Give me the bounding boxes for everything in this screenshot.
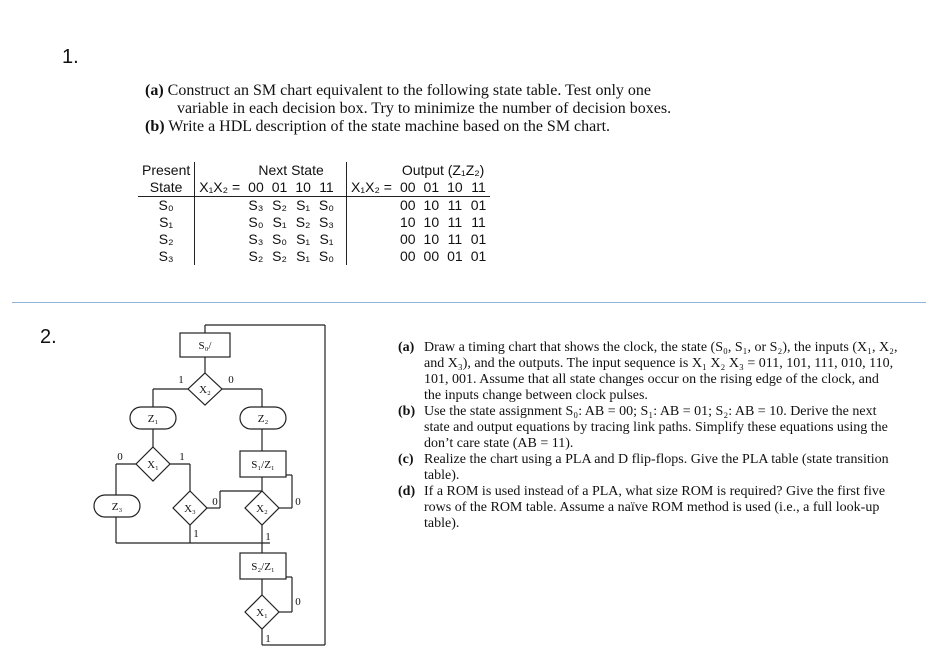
branch-0: 0 xyxy=(212,496,218,508)
output-value: 01 xyxy=(470,231,487,247)
s1z1-label: S₁/Z₁ xyxy=(251,459,275,471)
question-item xyxy=(398,484,898,532)
output-value: 00 xyxy=(399,197,416,213)
next-state: S₃ xyxy=(318,214,334,230)
question-label: (a) xyxy=(398,340,415,355)
question-text: Draw a timing chart that shows the clock, the state (S₀, S₁, or S₂), the inputs (X₁, X₂, and X₃), and the outputs. The input sequence is X₁ X₂ X₃ = 011, 101, 111, 010, 110, 101, 001. Assume that all state changes occur on the rising edge of the clock, and the inputs change between clock pulses. xyxy=(424,340,898,403)
output-value: 11 xyxy=(471,214,486,230)
question-label: (b) xyxy=(398,404,416,419)
x2-mid-label: X₂ xyxy=(256,503,268,515)
present-header: Present xyxy=(138,162,195,179)
branch-0: 0 xyxy=(295,496,301,508)
question-text: Use the state assignment S₀: AB = 00; S₁: AB = 01; S₂: AB = 10. Derive the next state and output equations by tracing link paths. Simplify these equations using the don’t care state (AB = 11). xyxy=(424,404,888,451)
next-state: S₁ xyxy=(319,231,334,247)
next-state: S₂ xyxy=(272,197,287,213)
output-value: 01 xyxy=(470,197,487,213)
question-item xyxy=(398,404,898,452)
next-state: S₁ xyxy=(296,248,311,264)
branch-1: 1 xyxy=(178,374,184,386)
part-a-line1 xyxy=(145,82,765,100)
table-row xyxy=(138,214,490,231)
z2-label: Z₂ xyxy=(257,413,269,425)
out-col-header: 11 xyxy=(467,179,491,197)
question-label: (d) xyxy=(398,484,416,499)
z1-label: Z₁ xyxy=(147,413,159,425)
next-state: S₃ xyxy=(248,231,264,247)
part-a-text: Construct an SM chart equivalent to the following state table. Test only one xyxy=(167,82,652,99)
next-state: S₀ xyxy=(271,231,288,247)
branch-1: 1 xyxy=(265,531,271,543)
output-value: 11 xyxy=(447,214,463,230)
present-state: S₁ xyxy=(138,214,195,231)
branch-0: 0 xyxy=(117,451,123,463)
present-state: S₀ xyxy=(138,197,195,215)
next-col-header: 00 xyxy=(244,179,268,197)
out-col-header: 10 xyxy=(443,179,467,197)
state-header: State xyxy=(138,179,195,197)
output-value: 00 xyxy=(399,231,416,247)
next-state: S₂ xyxy=(248,248,264,264)
section-divider xyxy=(12,302,926,303)
x1-bottom-label: X₁ xyxy=(256,607,268,619)
problem-1-statement xyxy=(145,82,765,136)
present-state: S₃ xyxy=(138,248,195,265)
next-col-header: 01 xyxy=(268,179,292,197)
question-item xyxy=(398,340,898,404)
out-col-header: 00 xyxy=(396,179,420,197)
branch-0: 0 xyxy=(295,596,301,608)
output-value: 01 xyxy=(470,248,487,264)
next-state: S₀ xyxy=(248,214,264,230)
next-state: S₁ xyxy=(296,231,311,247)
next-state: S₀ xyxy=(318,197,335,213)
s0-label: S₀/ xyxy=(198,340,212,352)
problem-1-number: 1. xyxy=(62,46,79,68)
next-state: S₂ xyxy=(272,248,287,264)
output-value: 11 xyxy=(447,197,463,213)
output-header: Output (Z₁Z₂) xyxy=(401,162,485,178)
next-state: S₁ xyxy=(272,214,287,230)
next-state: S₂ xyxy=(295,214,311,230)
output-value: 10 xyxy=(423,214,440,230)
question-label: (c) xyxy=(398,452,414,467)
output-value: 10 xyxy=(423,231,440,247)
x2-top-label: X₂ xyxy=(199,384,211,396)
next-state: S₁ xyxy=(296,197,311,213)
next-state: S₃ xyxy=(248,197,264,213)
branch-0: 0 xyxy=(228,374,234,386)
output-value: 01 xyxy=(447,248,463,264)
part-b-line xyxy=(145,118,765,136)
x-label: X₁X₂ = xyxy=(195,179,244,197)
next-state-header: Next State xyxy=(258,162,324,178)
output-value: 00 xyxy=(423,248,440,264)
part-a-line2: variable in each decision box. Try to minimize the number of decision boxes. xyxy=(177,100,672,117)
output-value: 10 xyxy=(423,197,440,213)
part-b-label: (b) xyxy=(145,118,165,135)
output-value: 00 xyxy=(399,248,416,264)
question-text: If a ROM is used instead of a PLA, what size ROM is required? Give the first five rows of the ROM table. Assume a naïve ROM method is used (i.e., a full look-up table). xyxy=(424,484,886,531)
next-state: S₀ xyxy=(318,248,335,264)
table-row xyxy=(138,248,490,265)
table-row xyxy=(138,197,490,215)
branch-1: 1 xyxy=(193,528,199,540)
present-state: S₂ xyxy=(138,231,195,248)
problem-2-questions xyxy=(398,340,898,532)
out-col-header: 01 xyxy=(420,179,444,197)
part-b-text: Write a HDL description of the state machine based on the SM chart. xyxy=(168,118,611,135)
question-item xyxy=(398,452,898,484)
state-table xyxy=(138,162,490,265)
x1-left-label: X₁ xyxy=(147,459,159,471)
out-x-label: X₁X₂ = xyxy=(347,179,396,197)
output-value: 10 xyxy=(399,214,416,230)
question-text: Realize the chart using a PLA and D flip-flops. Give the PLA table (state transition table). xyxy=(424,452,889,483)
sm-chart xyxy=(80,315,350,655)
z3-label: Z₃ xyxy=(111,501,123,513)
branch-1: 1 xyxy=(265,633,271,645)
table-row xyxy=(138,231,490,248)
problem-2-number: 2. xyxy=(40,326,57,348)
part-a-label: (a) xyxy=(145,82,164,99)
output-value: 11 xyxy=(447,231,463,247)
next-col-header: 10 xyxy=(291,179,315,197)
x3-label: X₃ xyxy=(184,503,196,515)
next-col-header: 11 xyxy=(315,179,338,197)
branch-1: 1 xyxy=(179,451,185,463)
s2z1-label: S₂/Z₁ xyxy=(251,561,275,573)
